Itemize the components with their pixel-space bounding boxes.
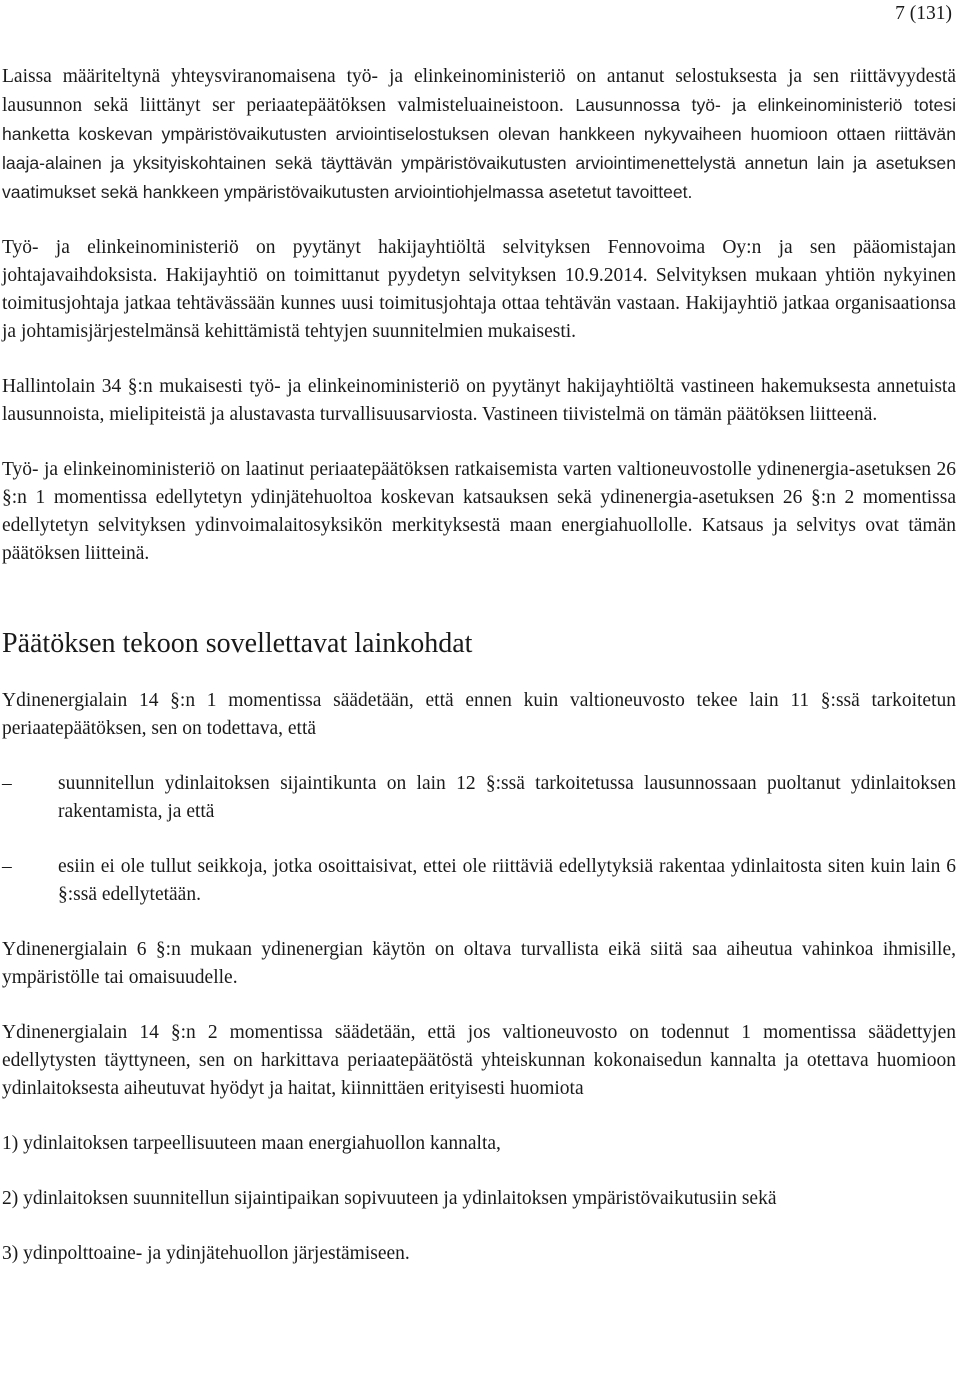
section-paragraph-3: Ydinenergialain 14 §:n 2 momentissa säädetään, että jos valtioneuvosto on todennut 1 momentissa säädettyjen edellytysten täyttyneen, sen on harkittava periaatepäätöstä yhteiskunnan kokonaisedun kannalta ja otettava huomioon ydinlaitoksesta aiheutuvat hyödyt ja haitat, kiinnittäen erityisesti huomiota xyxy=(2,1022,956,1099)
bullet-text: esiin ei ole tullut seikkoja, jotka osoittaisivat, ettei ole riittäviä edellytyksiä rakentaa ydinlaitosta siten kuin lain 6 §:ssä edellytetään. xyxy=(58,856,956,905)
paragraph-4: Työ- ja elinkeinoministeriö on laatinut periaatepäätöksen ratkaisemista varten valtioneuvostolle ydinenergia-asetuksen 26 §:n 1 momentissa edellytetyn ydinjätehuoltoa koskevan katsauksen sekä ydinenergia-asetuksen 26 §:n 2 momentissa edellytetyn selvityksen ydinvoimalaitosyksikön merkityksestä maan energiahuollolle. Katsaus ja selvitys ovat tämän päätöksen liitteinä. xyxy=(2,459,956,564)
page-number: 7 (131) xyxy=(895,3,952,24)
numbered-item-1: 1) ydinlaitoksen tarpeellisuuteen maan energiahuollon kannalta, xyxy=(2,1133,501,1154)
paragraph-1-part-a: Laissa määriteltynä yhteysviranomaisena työ- ja elinkeinoministeriö on antanut selostuksesta ja sen riittävyydestä lausunnon sekä liittänyt ser periaatepäätöksen valmisteluaineistoon. xyxy=(2,66,956,116)
bullet-item xyxy=(2,770,956,826)
dash-bullet: – xyxy=(2,773,12,794)
section-paragraph-2: Ydinenergialain 6 §:n mukaan ydinenergian käytön on oltava turvallista eikä siitä saa aiheutua vahinkoa ihmisille, ympäristölle tai omaisuudelle. xyxy=(2,939,956,988)
paragraph-3: Hallintolain 34 §:n mukaisesti työ- ja elinkeinoministeriö on pyytänyt hakijayhtiöltä vastineen hakemuksesta annetuista lausunnoista, mielipiteistä ja alustavasta turvallisuusarviosta. Vastineen tiivistelmä on tämän päätöksen liitteenä. xyxy=(2,376,956,425)
section-heading: Päätöksen tekoon sovellettavat lainkohdat xyxy=(2,628,473,659)
bullet-item xyxy=(2,853,956,909)
paragraph-1-part-b: Lausunnossa työ- ja elinkeinoministeriö totesi hanketta koskevan ympäristövaikutusten arviointiselostuksen olevan hankkeen nykyvaiheen huomioon ottaen riittävän laaja-alainen ja yksityiskohtainen sekä täyttävän ympäristövaikutusten arviointimenettelystä annetun lain ja asetuksen vaatimukset sekä hankkeen ympäristövaikutusten arviointiohjelmassa asetetut tavoitteet. xyxy=(2,95,956,202)
paragraph-1 xyxy=(2,63,956,207)
numbered-item-2: 2) ydinlaitoksen suunnitellun sijaintipaikan sopivuuteen ja ydinlaitoksen ympäristövaikutusiin sekä xyxy=(2,1188,777,1209)
paragraph-2: Työ- ja elinkeinoministeriö on pyytänyt hakijayhtiöltä selvityksen Fennovoima Oy:n ja sen pääomistajan johtajavaihdoksista. Hakijayhtiö on toimittanut pyydetyn selvityksen 10.9.2014. Selvityksen mukaan yhtiön nykyinen toimitusjohtaja jatkaa tehtävässään kunnes uusi toimitusjohtaja ottaa tehtävän vastaan. Hakijayhtiö jatkaa organisaationsa ja johtamisjärjestelmänsä kehittämistä tehtyjen suunnitelmien mukaisesti. xyxy=(2,237,956,342)
document-body xyxy=(2,63,956,1268)
section-intro: Ydinenergialain 14 §:n 1 momentissa säädetään, että ennen kuin valtioneuvosto tekee lain 11 §:ssä tarkoitetun periaatepäätöksen, sen on todettava, että xyxy=(2,690,956,739)
dash-bullet: – xyxy=(2,856,12,877)
bullet-text: suunnitellun ydinlaitoksen sijaintikunta on lain 12 §:ssä tarkoitetussa lausunnossaan puoltanut ydinlaitoksen rakentamista, ja että xyxy=(58,773,956,822)
numbered-item-3: 3) ydinpolttoaine- ja ydinjätehuollon järjestämiseen. xyxy=(2,1243,410,1264)
